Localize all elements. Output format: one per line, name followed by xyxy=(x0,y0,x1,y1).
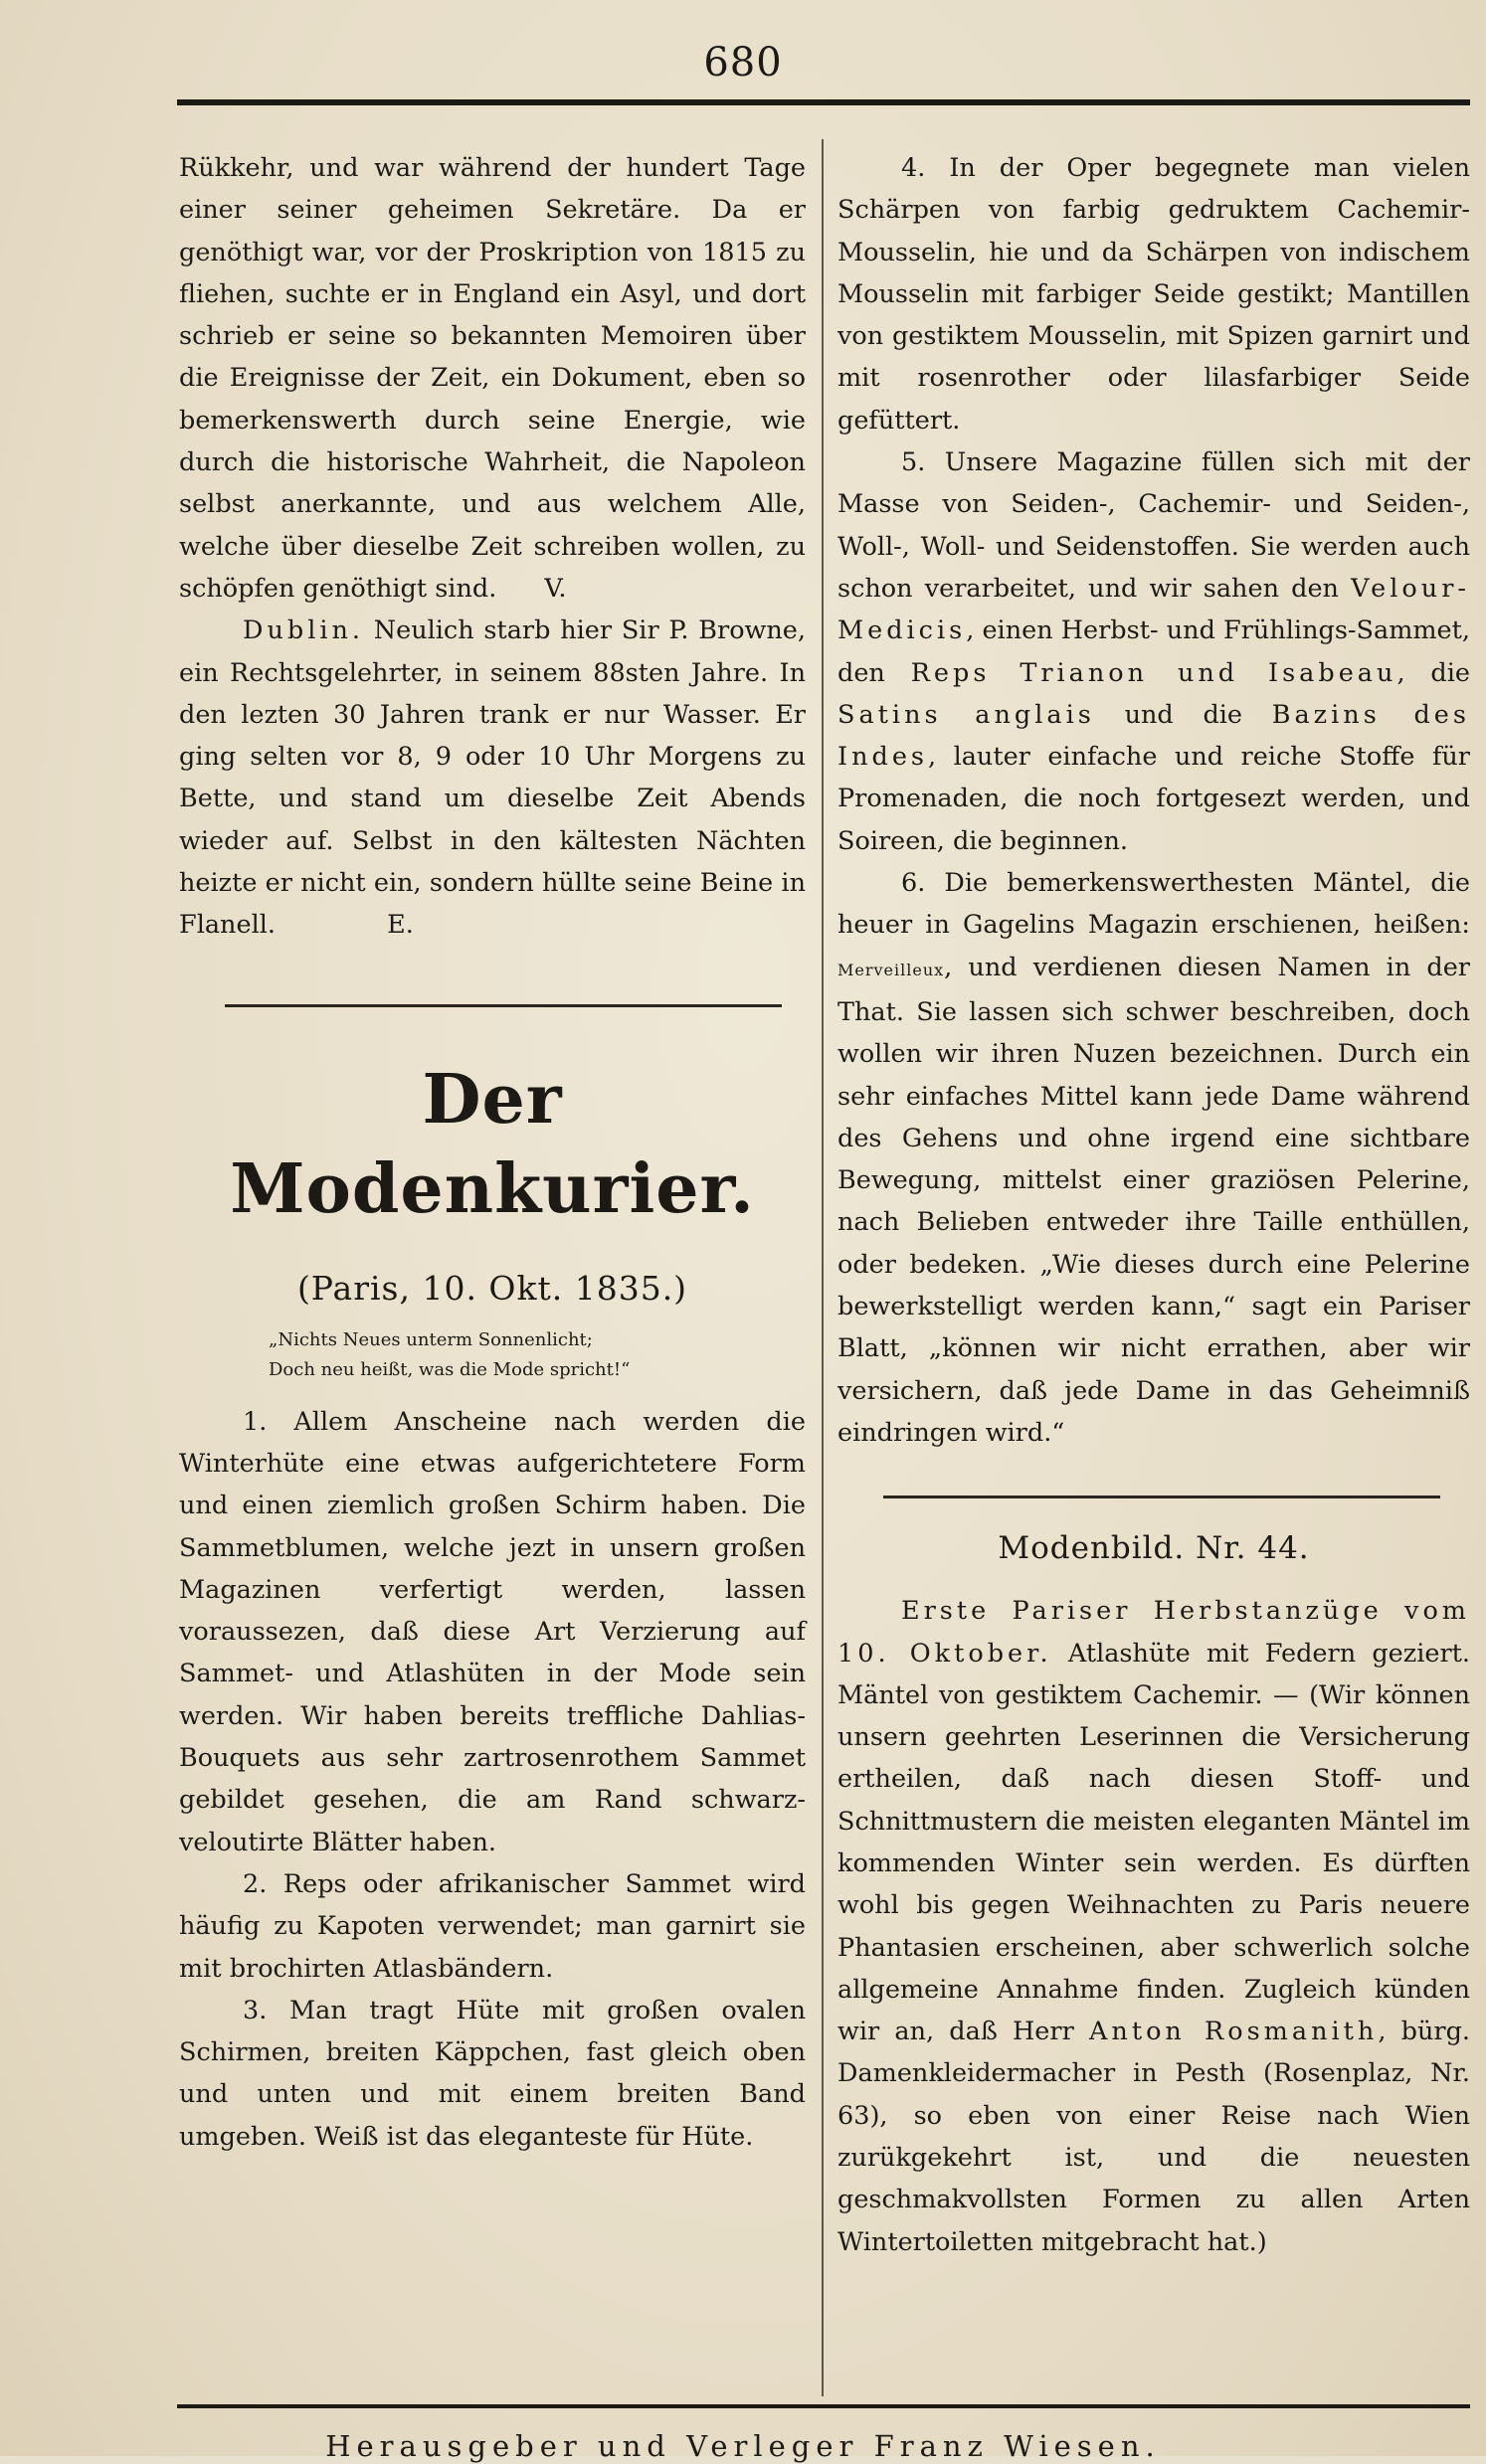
memoir-signature: V. xyxy=(544,573,567,604)
column-divider xyxy=(822,139,824,2396)
modenbild-name: Anton Rosmanith xyxy=(1088,2017,1379,2047)
item-6-name: Merveilleux xyxy=(837,960,945,979)
left-column xyxy=(179,147,806,2158)
publisher-footer: Herausgeber und Verleger Franz Wiesen. xyxy=(325,2429,1161,2463)
item-6-end: , und verdienen diesen Namen in der That. Sie lassen sich schwer beschreiben, doch wollen wir ihren Nuzen bezeichnen. Durch ein sehr einfaches Mittel kann jede Dame während des Gehens und ohne irgend eine sichtbare Bewegung, mittelst einer graziösen Pelerine, nach Belieben entweder ihre Taille enthüllen, oder bedeken. „Wie dieses durch eine Pelerine bewerkstelligt werden kann,“ sagt ein Pariser Blatt, „können wir nicht errathen, aber wir versichern, daß jede Dame in das Geheimniß eindringen wird.“ xyxy=(837,952,1470,1448)
fashion-item-5 xyxy=(837,441,1470,862)
napoleon-memoir-paragraph xyxy=(179,147,806,610)
section-separator xyxy=(225,1004,782,1007)
fashion-item-1: 1. Allem Anscheine nach werden die Winterhüte eine etwas aufgerichtetere Form und einen ziemlich großen Schirm haben. Die Sammetblumen, welche jezt in unsern großen Magazinen verfertigt werden, lassen voraussezen, daß diese Art Verzierung auf Sammet- und Atlashüten in der Mode sein werden. Wir haben bereits treffliche Dahlias-Bouquets aus sehr zartrosenrothem Sammet gebildet gesehen, die am Rand schwarz-veloutirte Blätter haben. xyxy=(179,1406,806,1857)
modenbild-text-1: Atlashüte mit Federn geziert. Mäntel von gestiktem Cachemir. — (Wir können unsern geehrten Leserinnen die Versicherung ertheilen, daß nach diesen Stoff- und Schnittmustern die meisten eleganten Mäntel im kommenden Winter sein werden. Es dürften wohl bis gegen Weihnachten zu Paris neuere Phantasien erscheinen, aber schwerlich solche allgemeine Annahme finden. Zugleich künden wir an, daß Herr xyxy=(837,1638,1470,2047)
motto-line-2: Doch neu heißt, was die Mode spricht!“ xyxy=(269,1358,631,1380)
item-5-reps: Reps Trianon und Isabeau xyxy=(910,657,1397,688)
fashion-item-3: 3. Man tragt Hüte mit großen ovalen Schirmen, breiten Käppchen, fast gleich oben und unten und mit einem breiten Band umgeben. Weiß ist das eleganteste für Hüte. xyxy=(179,1995,806,2152)
dublin-paragraph xyxy=(179,610,806,946)
item-5-bazins: Bazins des Indes xyxy=(837,699,1470,773)
fashion-item-2: 2. Reps oder afrikanischer Sammet wird häufig zu Kapoten verwendet; man garnirt sie mit brochirten Atlasbändern. xyxy=(179,1868,806,1984)
item-5-mid2: , die xyxy=(1396,657,1470,688)
memoir-text: Rükkehr, und war während der hundert Tage einer seiner geheimen Sekretäre. Da er genöthigt war, vor der Proskription von 1815 zu fliehen, suchte er in England ein Asyl, und dort schrieb er seine so bekannten Memoiren über die Ereignisse der Zeit, ein Dokument, eben so bemerkenswerth durch seine Energie, wie durch die historische Wahrheit, die Napoleon selbst anerkannte, und aus welchem Alle, welche über dieselbe Zeit schreiben wollen, zu schöpfen genöthigt sind. xyxy=(179,153,806,604)
modenkurier-masthead: Der Modenkurier. xyxy=(230,1059,755,1229)
item-5-mid1: , einen Herbst- und Frühlings-Sammet, den xyxy=(837,616,1470,688)
header-rule xyxy=(177,99,1470,105)
item-5-end: , lauter einfache und reiche Stoffe für Promenaden, die noch fortgesezt werden, und Soireen, die beginnen. xyxy=(837,742,1470,856)
modenbild-text-2: , bürg. Damenkleidermacher in Pesth (Rosenplaz, Nr. 63), so eben von einer Reise nach Wien zurükgekehrt ist, und die neuesten geschmakvollsten Formen zu allen Arten Wintertoiletten mitgebracht hat.) xyxy=(837,2017,1470,2257)
page-number: 680 xyxy=(703,40,783,86)
dateline: (Paris, 10. Okt. 1835.) xyxy=(296,1268,688,1308)
dublin-signature: E. xyxy=(387,910,414,941)
section-separator-right xyxy=(883,1496,1440,1498)
item-6-start: 6. Die bemerkenswerthesten Mäntel, die heuer in Gagelins Magazin erschienen, heißen: xyxy=(837,868,1470,941)
right-column xyxy=(837,147,1470,2263)
fashion-item-4: 4. In der Oper begegnete man vielen Schärpen von farbig gedruktem Cachemir-Mousselin, hie und da Schärpen von indischem Mousselin mit farbiger Seide gestikt; Mantillen von gestiktem Mousselin, mit Spizen garnirt und mit rosenrother oder lilasfarbiger Seide gefüttert. xyxy=(837,153,1470,436)
modenbild-paragraph xyxy=(837,1590,1470,2263)
modenbild-lead: Erste Pariser Herbstanzüge vom 10. Oktober. xyxy=(837,1596,1470,1669)
modenbild-heading: Modenbild. Nr. 44. xyxy=(998,1530,1310,1567)
item-5-satins: Satins anglais xyxy=(837,699,1095,730)
item-5-start: 5. Unsere Magazine füllen sich mit der Masse von Seiden-, Cachemir- und Seiden-, Woll-, Woll- und Seidenstoffen. Sie werden auch schon verarbeitet, und wir sahen den xyxy=(837,447,1470,604)
item-5-mid3: und die xyxy=(1124,699,1243,730)
fashion-item-6 xyxy=(837,862,1470,1454)
motto-line-1: „Nichts Neues unterm Sonnenlicht; xyxy=(269,1328,593,1350)
item-5-velour: Velour-Medicis xyxy=(837,573,1471,646)
dublin-place: Dublin. xyxy=(243,616,365,646)
motto xyxy=(269,1325,806,1385)
dublin-text: Neulich starb hier Sir P. Browne, ein Rechtsgelehrter, in seinem 88sten Jahre. In den lezten 30 Jahren trank er nur Wasser. Er ging selten vor 8, 9 oder 10 Uhr Morgens zu Bette, und stand um dieselbe Zeit Abends wieder auf. Selbst in den kältesten Nächten heizte er nicht ein, sondern hüllte seine Beine in Flanell. xyxy=(179,616,806,941)
footer-rule xyxy=(177,2404,1470,2408)
